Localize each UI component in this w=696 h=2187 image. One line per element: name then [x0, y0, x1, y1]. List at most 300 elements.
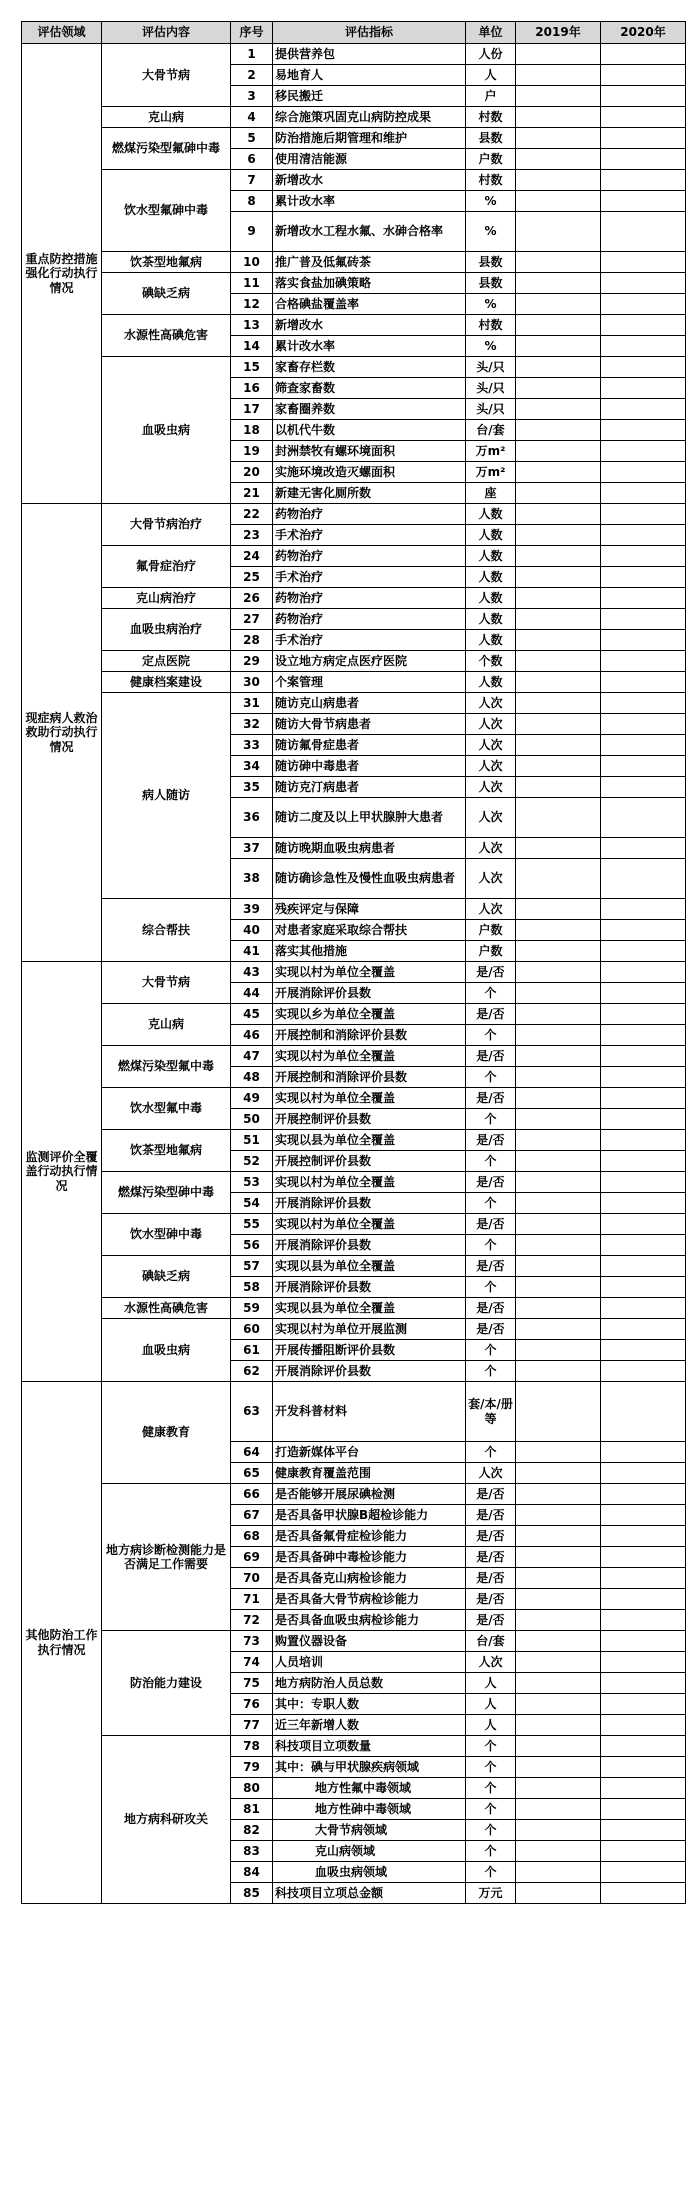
header-domain: 评估领域 — [22, 22, 102, 44]
value-2019-cell — [516, 1172, 601, 1193]
number-cell: 62 — [231, 1361, 273, 1382]
number-cell: 46 — [231, 1025, 273, 1046]
unit-cell: 个 — [466, 1799, 516, 1820]
value-2019-cell — [516, 1067, 601, 1088]
unit-cell: 个 — [466, 1277, 516, 1298]
value-2020-cell — [601, 838, 686, 859]
table-row — [22, 504, 686, 525]
content-cell: 健康教育 — [102, 1382, 231, 1484]
value-2020-cell — [601, 525, 686, 546]
value-2019-cell — [516, 1820, 601, 1841]
indicator-cell: 新建无害化厕所数 — [273, 483, 466, 504]
number-cell: 60 — [231, 1319, 273, 1340]
domain-cell: 监测评价全覆盖行动执行情况 — [22, 962, 102, 1382]
value-2020-cell — [601, 1883, 686, 1904]
value-2019-cell — [516, 1736, 601, 1757]
value-2020-cell — [601, 252, 686, 273]
number-cell: 67 — [231, 1505, 273, 1526]
number-cell: 36 — [231, 798, 273, 838]
number-cell: 76 — [231, 1694, 273, 1715]
indicator-cell: 随访克汀病患者 — [273, 777, 466, 798]
unit-cell: 县数 — [466, 252, 516, 273]
unit-cell: 头/只 — [466, 357, 516, 378]
value-2020-cell — [601, 1340, 686, 1361]
value-2020-cell — [601, 1151, 686, 1172]
table-row — [22, 107, 686, 128]
value-2020-cell — [601, 1172, 686, 1193]
value-2019-cell — [516, 1589, 601, 1610]
value-2020-cell — [601, 1799, 686, 1820]
value-2019-cell — [516, 65, 601, 86]
value-2020-cell — [601, 920, 686, 941]
number-cell: 34 — [231, 756, 273, 777]
unit-cell: 是/否 — [466, 1610, 516, 1631]
domain-cell: 重点防控措施强化行动执行情况 — [22, 44, 102, 504]
number-cell: 14 — [231, 336, 273, 357]
number-cell: 4 — [231, 107, 273, 128]
value-2020-cell — [601, 441, 686, 462]
value-2020-cell — [601, 714, 686, 735]
number-cell: 3 — [231, 86, 273, 107]
content-cell: 饮水型氟砷中毒 — [102, 170, 231, 252]
value-2019-cell — [516, 1778, 601, 1799]
indicator-cell: 是否具备砷中毒检诊能力 — [273, 1547, 466, 1568]
value-2020-cell — [601, 212, 686, 252]
value-2019-cell — [516, 525, 601, 546]
indicator-cell: 实现以县为单位全覆盖 — [273, 1256, 466, 1277]
value-2019-cell — [516, 336, 601, 357]
number-cell: 78 — [231, 1736, 273, 1757]
content-cell: 燃煤污染型氟中毒 — [102, 1046, 231, 1088]
number-cell: 49 — [231, 1088, 273, 1109]
value-2020-cell — [601, 191, 686, 212]
value-2019-cell — [516, 1442, 601, 1463]
header-content: 评估内容 — [102, 22, 231, 44]
table-row — [22, 899, 686, 920]
value-2019-cell — [516, 1631, 601, 1652]
value-2020-cell — [601, 149, 686, 170]
value-2020-cell — [601, 672, 686, 693]
content-cell: 防治能力建设 — [102, 1631, 231, 1736]
unit-cell: 万元 — [466, 1883, 516, 1904]
number-cell: 22 — [231, 504, 273, 525]
value-2019-cell — [516, 1841, 601, 1862]
number-cell: 74 — [231, 1652, 273, 1673]
number-cell: 80 — [231, 1778, 273, 1799]
indicator-cell: 其中：碘与甲状腺疾病领域 — [273, 1757, 466, 1778]
number-cell: 81 — [231, 1799, 273, 1820]
value-2019-cell — [516, 252, 601, 273]
indicator-cell: 移民搬迁 — [273, 86, 466, 107]
unit-cell: 个 — [466, 1841, 516, 1862]
value-2019-cell — [516, 315, 601, 336]
content-cell: 水源性高碘危害 — [102, 1298, 231, 1319]
value-2019-cell — [516, 777, 601, 798]
number-cell: 68 — [231, 1526, 273, 1547]
unit-cell: 人 — [466, 1673, 516, 1694]
value-2019-cell — [516, 1298, 601, 1319]
indicator-cell: 新增改水 — [273, 170, 466, 191]
number-cell: 31 — [231, 693, 273, 714]
value-2019-cell — [516, 1004, 601, 1025]
indicator-cell: 随访确诊急性及慢性血吸虫病患者 — [273, 859, 466, 899]
value-2020-cell — [601, 941, 686, 962]
number-cell: 32 — [231, 714, 273, 735]
content-cell: 燃煤污染型氟砷中毒 — [102, 128, 231, 170]
unit-cell: 是/否 — [466, 1589, 516, 1610]
value-2019-cell — [516, 1193, 601, 1214]
header-year-2020: 2020年 — [601, 22, 686, 44]
value-2019-cell — [516, 128, 601, 149]
indicator-cell: 实现以村为单位全覆盖 — [273, 1214, 466, 1235]
value-2019-cell — [516, 714, 601, 735]
value-2019-cell — [516, 920, 601, 941]
value-2020-cell — [601, 44, 686, 65]
unit-cell: 户数 — [466, 149, 516, 170]
unit-cell: 户数 — [466, 941, 516, 962]
table-row — [22, 1319, 686, 1340]
unit-cell: 人次 — [466, 899, 516, 920]
content-cell: 克山病 — [102, 107, 231, 128]
content-cell: 碘缺乏病 — [102, 1256, 231, 1298]
unit-cell: 台/套 — [466, 1631, 516, 1652]
indicator-cell: 大骨节病领域 — [273, 1820, 466, 1841]
value-2019-cell — [516, 941, 601, 962]
value-2020-cell — [601, 1757, 686, 1778]
number-cell: 51 — [231, 1130, 273, 1151]
indicator-cell: 近三年新增人数 — [273, 1715, 466, 1736]
number-cell: 43 — [231, 962, 273, 983]
value-2019-cell — [516, 483, 601, 504]
indicator-cell: 实现以村为单位全覆盖 — [273, 1172, 466, 1193]
unit-cell: 人次 — [466, 693, 516, 714]
unit-cell: 村数 — [466, 170, 516, 191]
indicator-cell: 家畜圈养数 — [273, 399, 466, 420]
value-2019-cell — [516, 983, 601, 1004]
unit-cell: 是/否 — [466, 1547, 516, 1568]
indicator-cell: 手术治疗 — [273, 567, 466, 588]
number-cell: 72 — [231, 1610, 273, 1631]
number-cell: 66 — [231, 1484, 273, 1505]
value-2020-cell — [601, 420, 686, 441]
content-cell: 健康档案建设 — [102, 672, 231, 693]
value-2020-cell — [601, 777, 686, 798]
indicator-cell: 开展控制评价县数 — [273, 1109, 466, 1130]
indicator-cell: 开展消除评价县数 — [273, 1277, 466, 1298]
header-number: 序号 — [231, 22, 273, 44]
value-2020-cell — [601, 378, 686, 399]
indicator-cell: 是否具备大骨节病检诊能力 — [273, 1589, 466, 1610]
number-cell: 39 — [231, 899, 273, 920]
value-2019-cell — [516, 1694, 601, 1715]
unit-cell: 人 — [466, 1715, 516, 1736]
value-2020-cell — [601, 1715, 686, 1736]
indicator-cell: 筛查家畜数 — [273, 378, 466, 399]
table-row — [22, 609, 686, 630]
value-2019-cell — [516, 1862, 601, 1883]
unit-cell: 人次 — [466, 859, 516, 899]
indicator-cell: 使用清洁能源 — [273, 149, 466, 170]
content-cell: 饮水型氟中毒 — [102, 1088, 231, 1130]
value-2020-cell — [601, 1235, 686, 1256]
indicator-cell: 药物治疗 — [273, 588, 466, 609]
indicator-cell: 累计改水率 — [273, 336, 466, 357]
unit-cell: 户 — [466, 86, 516, 107]
indicator-cell: 随访克山病患者 — [273, 693, 466, 714]
value-2020-cell — [601, 1547, 686, 1568]
value-2019-cell — [516, 1652, 601, 1673]
indicator-cell: 克山病领域 — [273, 1841, 466, 1862]
number-cell: 69 — [231, 1547, 273, 1568]
content-cell: 饮茶型地氟病 — [102, 1130, 231, 1172]
unit-cell: 人次 — [466, 756, 516, 777]
indicator-cell: 新增改水工程水氟、水砷合格率 — [273, 212, 466, 252]
value-2019-cell — [516, 1568, 601, 1589]
number-cell: 52 — [231, 1151, 273, 1172]
unit-cell: 个 — [466, 1340, 516, 1361]
value-2019-cell — [516, 1361, 601, 1382]
value-2019-cell — [516, 1277, 601, 1298]
number-cell: 26 — [231, 588, 273, 609]
value-2019-cell — [516, 1025, 601, 1046]
value-2019-cell — [516, 1883, 601, 1904]
indicator-cell: 血吸虫病领域 — [273, 1862, 466, 1883]
number-cell: 2 — [231, 65, 273, 86]
number-cell: 19 — [231, 441, 273, 462]
number-cell: 7 — [231, 170, 273, 191]
number-cell: 30 — [231, 672, 273, 693]
value-2019-cell — [516, 1088, 601, 1109]
value-2019-cell — [516, 1484, 601, 1505]
value-2020-cell — [601, 630, 686, 651]
value-2019-cell — [516, 1526, 601, 1547]
table-row — [22, 44, 686, 65]
indicator-cell: 开展控制和消除评价县数 — [273, 1067, 466, 1088]
value-2020-cell — [601, 1694, 686, 1715]
indicator-cell: 开展消除评价县数 — [273, 1361, 466, 1382]
indicator-cell: 封洲禁牧有螺环境面积 — [273, 441, 466, 462]
number-cell: 12 — [231, 294, 273, 315]
unit-cell: 个 — [466, 1235, 516, 1256]
value-2019-cell — [516, 546, 601, 567]
value-2020-cell — [601, 170, 686, 191]
value-2019-cell — [516, 756, 601, 777]
indicator-cell: 开展控制和消除评价县数 — [273, 1025, 466, 1046]
value-2019-cell — [516, 462, 601, 483]
content-cell: 克山病 — [102, 1004, 231, 1046]
content-cell: 大骨节病 — [102, 44, 231, 107]
value-2020-cell — [601, 1298, 686, 1319]
unit-cell: 人 — [466, 65, 516, 86]
number-cell: 24 — [231, 546, 273, 567]
table-body — [22, 44, 686, 1904]
value-2019-cell — [516, 1340, 601, 1361]
value-2020-cell — [601, 651, 686, 672]
indicator-cell: 实现以村为单位全覆盖 — [273, 1088, 466, 1109]
value-2019-cell — [516, 107, 601, 128]
value-2019-cell — [516, 1757, 601, 1778]
value-2020-cell — [601, 1382, 686, 1442]
unit-cell: 县数 — [466, 273, 516, 294]
number-cell: 82 — [231, 1820, 273, 1841]
table-row — [22, 651, 686, 672]
value-2019-cell — [516, 420, 601, 441]
value-2020-cell — [601, 1589, 686, 1610]
indicator-cell: 科技项目立项数量 — [273, 1736, 466, 1757]
unit-cell: % — [466, 191, 516, 212]
value-2019-cell — [516, 609, 601, 630]
value-2019-cell — [516, 191, 601, 212]
content-cell: 大骨节病治疗 — [102, 504, 231, 546]
unit-cell: 人次 — [466, 735, 516, 756]
value-2020-cell — [601, 1361, 686, 1382]
unit-cell: 人次 — [466, 777, 516, 798]
indicator-cell: 开展传播阻断评价县数 — [273, 1340, 466, 1361]
value-2020-cell — [601, 462, 686, 483]
number-cell: 75 — [231, 1673, 273, 1694]
table-row — [22, 672, 686, 693]
value-2020-cell — [601, 273, 686, 294]
table-row — [22, 1130, 686, 1151]
value-2019-cell — [516, 1505, 601, 1526]
value-2019-cell — [516, 962, 601, 983]
indicator-cell: 新增改水 — [273, 315, 466, 336]
number-cell: 71 — [231, 1589, 273, 1610]
value-2020-cell — [601, 294, 686, 315]
unit-cell: 户数 — [466, 920, 516, 941]
indicator-cell: 家畜存栏数 — [273, 357, 466, 378]
value-2020-cell — [601, 588, 686, 609]
value-2019-cell — [516, 1046, 601, 1067]
value-2019-cell — [516, 735, 601, 756]
value-2020-cell — [601, 1025, 686, 1046]
number-cell: 23 — [231, 525, 273, 546]
table-row — [22, 1172, 686, 1193]
value-2019-cell — [516, 1109, 601, 1130]
indicator-cell: 随访二度及以上甲状腺肿大患者 — [273, 798, 466, 838]
value-2020-cell — [601, 1673, 686, 1694]
indicator-cell: 防治措施后期管理和维护 — [273, 128, 466, 149]
unit-cell: 个 — [466, 1025, 516, 1046]
indicator-cell: 科技项目立项总金额 — [273, 1883, 466, 1904]
content-cell: 地方病科研攻关 — [102, 1736, 231, 1904]
indicator-cell: 随访晚期血吸虫病患者 — [273, 838, 466, 859]
number-cell: 1 — [231, 44, 273, 65]
unit-cell: 人份 — [466, 44, 516, 65]
indicator-cell: 地方性砷中毒领域 — [273, 1799, 466, 1820]
unit-cell: 是/否 — [466, 1526, 516, 1547]
number-cell: 33 — [231, 735, 273, 756]
indicator-cell: 手术治疗 — [273, 630, 466, 651]
content-cell: 血吸虫病 — [102, 357, 231, 504]
value-2020-cell — [601, 1736, 686, 1757]
value-2019-cell — [516, 1235, 601, 1256]
value-2020-cell — [601, 1526, 686, 1547]
table-row — [22, 273, 686, 294]
unit-cell: 头/只 — [466, 399, 516, 420]
value-2019-cell — [516, 838, 601, 859]
value-2020-cell — [601, 735, 686, 756]
indicator-cell: 推广普及低氟砖茶 — [273, 252, 466, 273]
unit-cell: 个 — [466, 1820, 516, 1841]
value-2020-cell — [601, 399, 686, 420]
content-cell: 饮茶型地氟病 — [102, 252, 231, 273]
value-2020-cell — [601, 1214, 686, 1235]
indicator-cell: 手术治疗 — [273, 525, 466, 546]
indicator-cell: 药物治疗 — [273, 504, 466, 525]
indicator-cell: 实现以村为单位开展监测 — [273, 1319, 466, 1340]
indicator-cell: 是否能够开展尿碘检测 — [273, 1484, 466, 1505]
indicator-cell: 落实食盐加碘策略 — [273, 273, 466, 294]
unit-cell: 是/否 — [466, 1046, 516, 1067]
content-cell: 饮水型砷中毒 — [102, 1214, 231, 1256]
number-cell: 35 — [231, 777, 273, 798]
value-2019-cell — [516, 1382, 601, 1442]
number-cell: 50 — [231, 1109, 273, 1130]
number-cell: 65 — [231, 1463, 273, 1484]
evaluation-table — [21, 21, 686, 1904]
value-2020-cell — [601, 983, 686, 1004]
content-cell: 氟骨症治疗 — [102, 546, 231, 588]
number-cell: 61 — [231, 1340, 273, 1361]
value-2020-cell — [601, 1568, 686, 1589]
value-2019-cell — [516, 1715, 601, 1736]
number-cell: 47 — [231, 1046, 273, 1067]
unit-cell: 万m² — [466, 462, 516, 483]
number-cell: 77 — [231, 1715, 273, 1736]
table-row — [22, 252, 686, 273]
indicator-cell: 药物治疗 — [273, 546, 466, 567]
table-row — [22, 1088, 686, 1109]
number-cell: 83 — [231, 1841, 273, 1862]
unit-cell: 人数 — [466, 672, 516, 693]
indicator-cell: 实现以县为单位全覆盖 — [273, 1298, 466, 1319]
content-cell: 血吸虫病 — [102, 1319, 231, 1382]
unit-cell: 人数 — [466, 504, 516, 525]
unit-cell: 个 — [466, 1778, 516, 1799]
unit-cell: 个 — [466, 1151, 516, 1172]
value-2019-cell — [516, 1214, 601, 1235]
value-2020-cell — [601, 107, 686, 128]
value-2020-cell — [601, 315, 686, 336]
value-2020-cell — [601, 1109, 686, 1130]
number-cell: 57 — [231, 1256, 273, 1277]
indicator-cell: 个案管理 — [273, 672, 466, 693]
unit-cell: 人次 — [466, 798, 516, 838]
indicator-cell: 实施环境改造灭螺面积 — [273, 462, 466, 483]
indicator-cell: 易地育人 — [273, 65, 466, 86]
table-header — [22, 22, 686, 44]
unit-cell: 村数 — [466, 315, 516, 336]
indicator-cell: 随访大骨节病患者 — [273, 714, 466, 735]
value-2019-cell — [516, 1256, 601, 1277]
value-2019-cell — [516, 651, 601, 672]
number-cell: 84 — [231, 1862, 273, 1883]
table-row — [22, 128, 686, 149]
indicator-cell: 是否具备甲状腺B超检诊能力 — [273, 1505, 466, 1526]
unit-cell: 人次 — [466, 1463, 516, 1484]
value-2020-cell — [601, 756, 686, 777]
value-2019-cell — [516, 212, 601, 252]
unit-cell: 个数 — [466, 651, 516, 672]
value-2019-cell — [516, 1547, 601, 1568]
table-row — [22, 1382, 686, 1442]
value-2020-cell — [601, 798, 686, 838]
value-2019-cell — [516, 1673, 601, 1694]
value-2020-cell — [601, 693, 686, 714]
indicator-cell: 对患者家庭采取综合帮扶 — [273, 920, 466, 941]
value-2020-cell — [601, 1652, 686, 1673]
